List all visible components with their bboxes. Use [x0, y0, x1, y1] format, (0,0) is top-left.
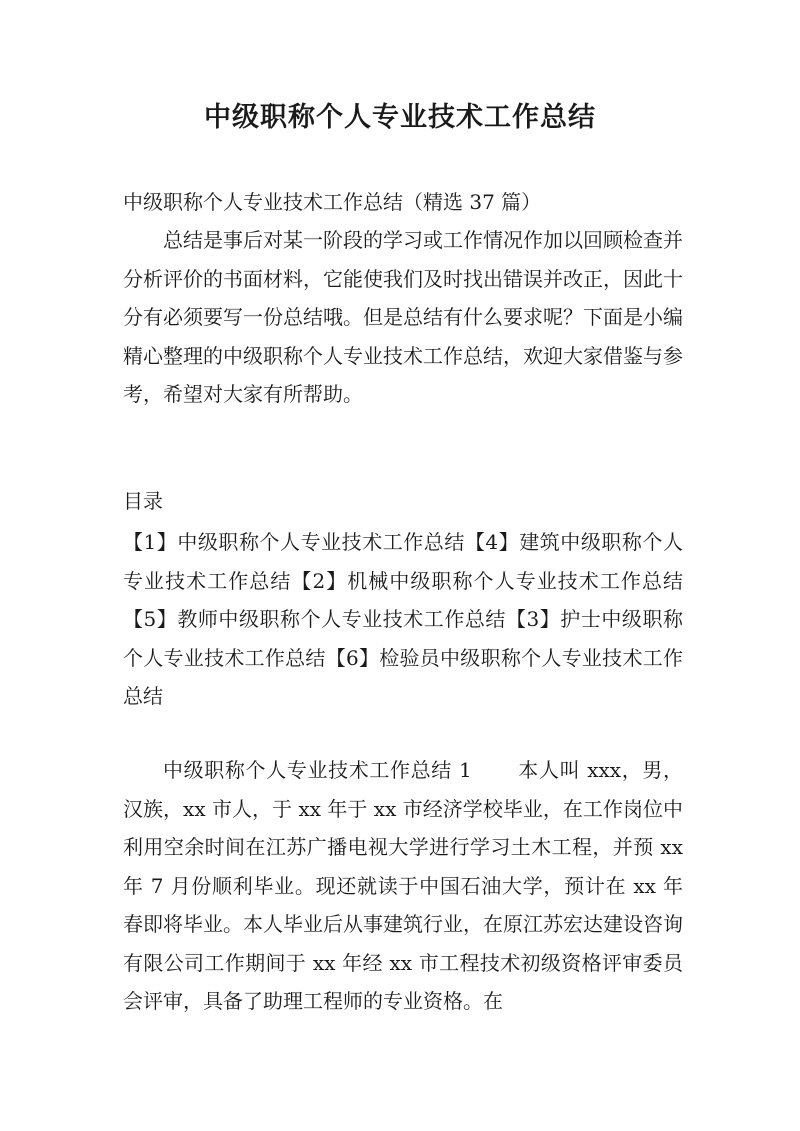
article-paragraph — [123, 751, 683, 1021]
document-subtitle: 中级职称个人专业技术工作总结（精选 37 篇） — [123, 190, 542, 214]
table-of-contents: 【1】中级职称个人专业技术工作总结【4】建筑中级职称个人专业技术工作总结【2】机械中级职称个人专业技术工作总结【5】教师中级职称个人专业技术工作总结【3】护士中级职称个人专业技术工作总结【6】检验员中级职称个人专业技术工作总结 — [123, 530, 683, 708]
section-heading: 中级职称个人专业技术工作总结 1 — [163, 758, 472, 782]
intro-paragraph: 总结是事后对某一阶段的学习或工作情况作加以回顾检查并分析评价的书面材料，它能使我们及时找出错误并改正，因此十分有必须要写一份总结哦。但是总结有什么要求呢？下面是小编精心整理的中级职称个人专业技术工作总结，欢迎大家借鉴与参考，希望对大家有所帮助。 — [123, 228, 683, 406]
page-title: 中级职称个人专业技术工作总结 — [204, 102, 596, 133]
section-body: 本人叫 xxx，男，汉族，xx 市人，于 xx 年于 xx 市经济学校毕业，在工作岗位中利用空余时间在江苏广播电视大学进行学习土木工程，并预 xx 年 7 月份顺利毕业。现还就读于中国石油大学，预计在 xx 年春即将毕业。本人毕业后从事建筑行业，在原江苏宏达建设咨询有限公司工作期间于 xx 年经 xx 市工程技术初级资格评审委员会评审，具备了助理工程师的专业资格。在 — [123, 758, 683, 1013]
toc-heading: 目录 — [123, 489, 163, 513]
